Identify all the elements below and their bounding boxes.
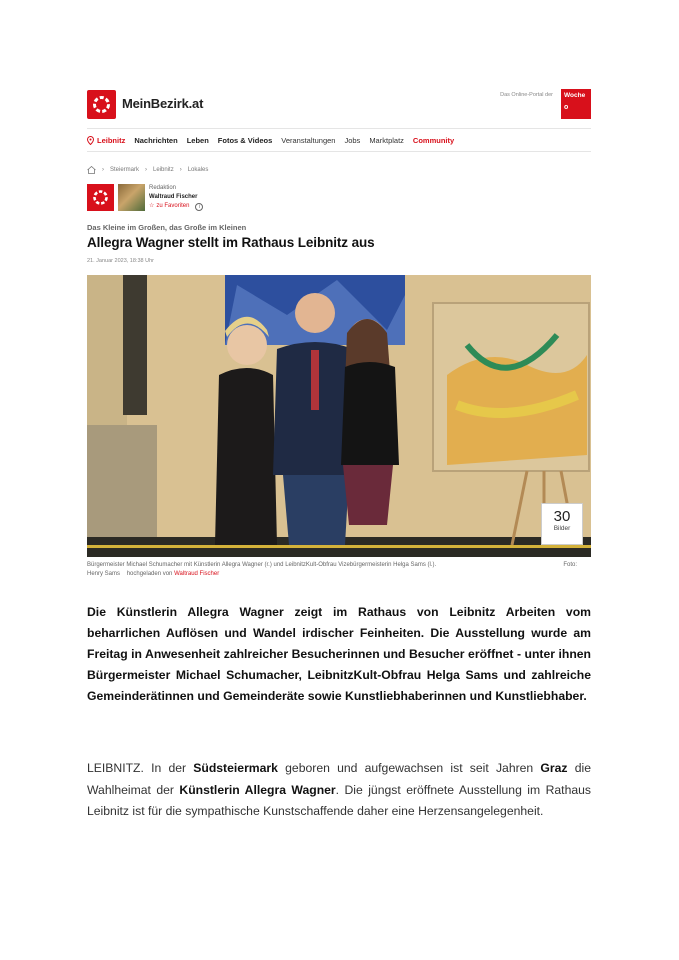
para-bold: Südsteiermark [193,761,278,775]
nav-item-veranstaltungen[interactable]: Veranstaltungen [281,135,336,145]
para-bold: Graz [540,761,568,775]
gallery-label: Bilder [553,525,571,532]
nav-item-label: Leibnitz [97,135,126,145]
photographer: Henry Sams [87,571,121,577]
site-header [87,86,591,126]
nav-item-fotos-videos[interactable]: Fotos & Videos [217,135,273,145]
breadcrumb-separator: › [145,167,148,173]
author-name[interactable]: Waltraud Fischer [149,194,198,200]
nav-item-leibnitz[interactable] [87,136,125,145]
breadcrumb-item-leibnitz[interactable]: Leibnitz [153,167,174,173]
home-icon[interactable] [87,166,96,174]
para-text: . Die jüngst eröffnete Ausstellung im Rathaus Leibnitz ist für die sympathische Kunstschaffende daher eine Herzensangelegenheit. [87,782,591,818]
uploaded-by: hochgeladen von [126,571,173,577]
breadcrumb-item-steiermark[interactable]: Steiermark [110,167,140,173]
nav-item-leben[interactable]: Leben [186,135,209,145]
nav-item-jobs[interactable]: Jobs [344,135,361,145]
nav-item-marktplatz[interactable]: Marktplatz [369,135,404,145]
article-page [87,86,591,818]
para-bold: Künstlerin Allegra Wagner [179,782,336,797]
breadcrumb [87,166,214,174]
photo-caption [87,561,591,579]
photo-scene [87,275,591,557]
breadcrumb-separator: › [179,167,182,173]
author-box [87,184,387,212]
para-text: LEIBNITZ. In der [87,761,194,775]
article-date: 21. Januar 2023, 18:38 Uhr [87,258,154,264]
page-title: Allegra Wagner stellt im Rathaus Leibnitz aus [87,235,375,250]
main-nav [87,128,591,152]
logo-ring-icon [89,92,114,117]
favorites-label: zu Favoriten [156,203,190,209]
portal-text: Das Online-Portal der [500,92,553,98]
site-logo[interactable] [87,90,116,119]
author-meta [149,184,203,211]
caption-credit: Foto: [563,562,577,568]
site-brand[interactable]: MeinBezirk.at [122,96,204,111]
gallery-count-badge[interactable] [541,503,583,545]
author-logo[interactable] [87,184,114,211]
uploader-link[interactable]: Waltraud Fischer [174,571,220,577]
nav-item-nachrichten[interactable]: Nachrichten [134,135,178,145]
gallery-count: 30 [553,508,571,525]
article-lead: Die Künstlerin Allegra Wagner zeigt im Rathaus von Leibnitz Arbeiten vom beharrlichen Auflösen und Wandel irdischer Feinheiten. Die Ausstellung wurde am Freitag in Anwesenheit zahlreicher Besucherinnen und Besucher eröffnet - unter ihnen Bürgermeister Michael Schumacher, LeibnitzKult-Obfrau Helga Sams und zahlreiche Gemeinderätinnen und Gemeinderäte sowie Kunstliebhaberinnen und Kunstliebhaber. [87,605,591,703]
breadcrumb-separator: › [102,167,104,173]
avatar[interactable] [118,184,145,211]
woche-logo[interactable] [561,89,591,119]
para-text: die Wahlheimat der [87,761,591,797]
article-photo[interactable] [87,275,591,557]
nav-item-community[interactable]: Community [412,135,455,145]
woche-label: Woche [564,92,586,99]
breadcrumb-item-lokales[interactable]: Lokales [187,167,209,173]
author-role: Redaktion [149,185,177,191]
woche-mark: o [564,104,569,111]
para-text: geboren und aufgewachsen ist seit Jahren [277,761,541,775]
article-kicker: Das Kleine im Großen, das Große im Kleinen [87,223,247,232]
location-pin-icon [87,136,94,145]
article-paragraph [87,758,591,823]
logo-ring-icon [90,187,111,208]
star-icon: ☆ [149,203,155,209]
info-icon[interactable]: i [195,203,203,211]
caption-text: Bürgermeister Michael Schumacher mit Künstlerin Allegra Wagner (r.) und LeibnitzKult-Obfrau Vizebürgermeisterin Helga Sams (l.). [87,562,437,568]
favorites-button[interactable] [149,202,203,211]
